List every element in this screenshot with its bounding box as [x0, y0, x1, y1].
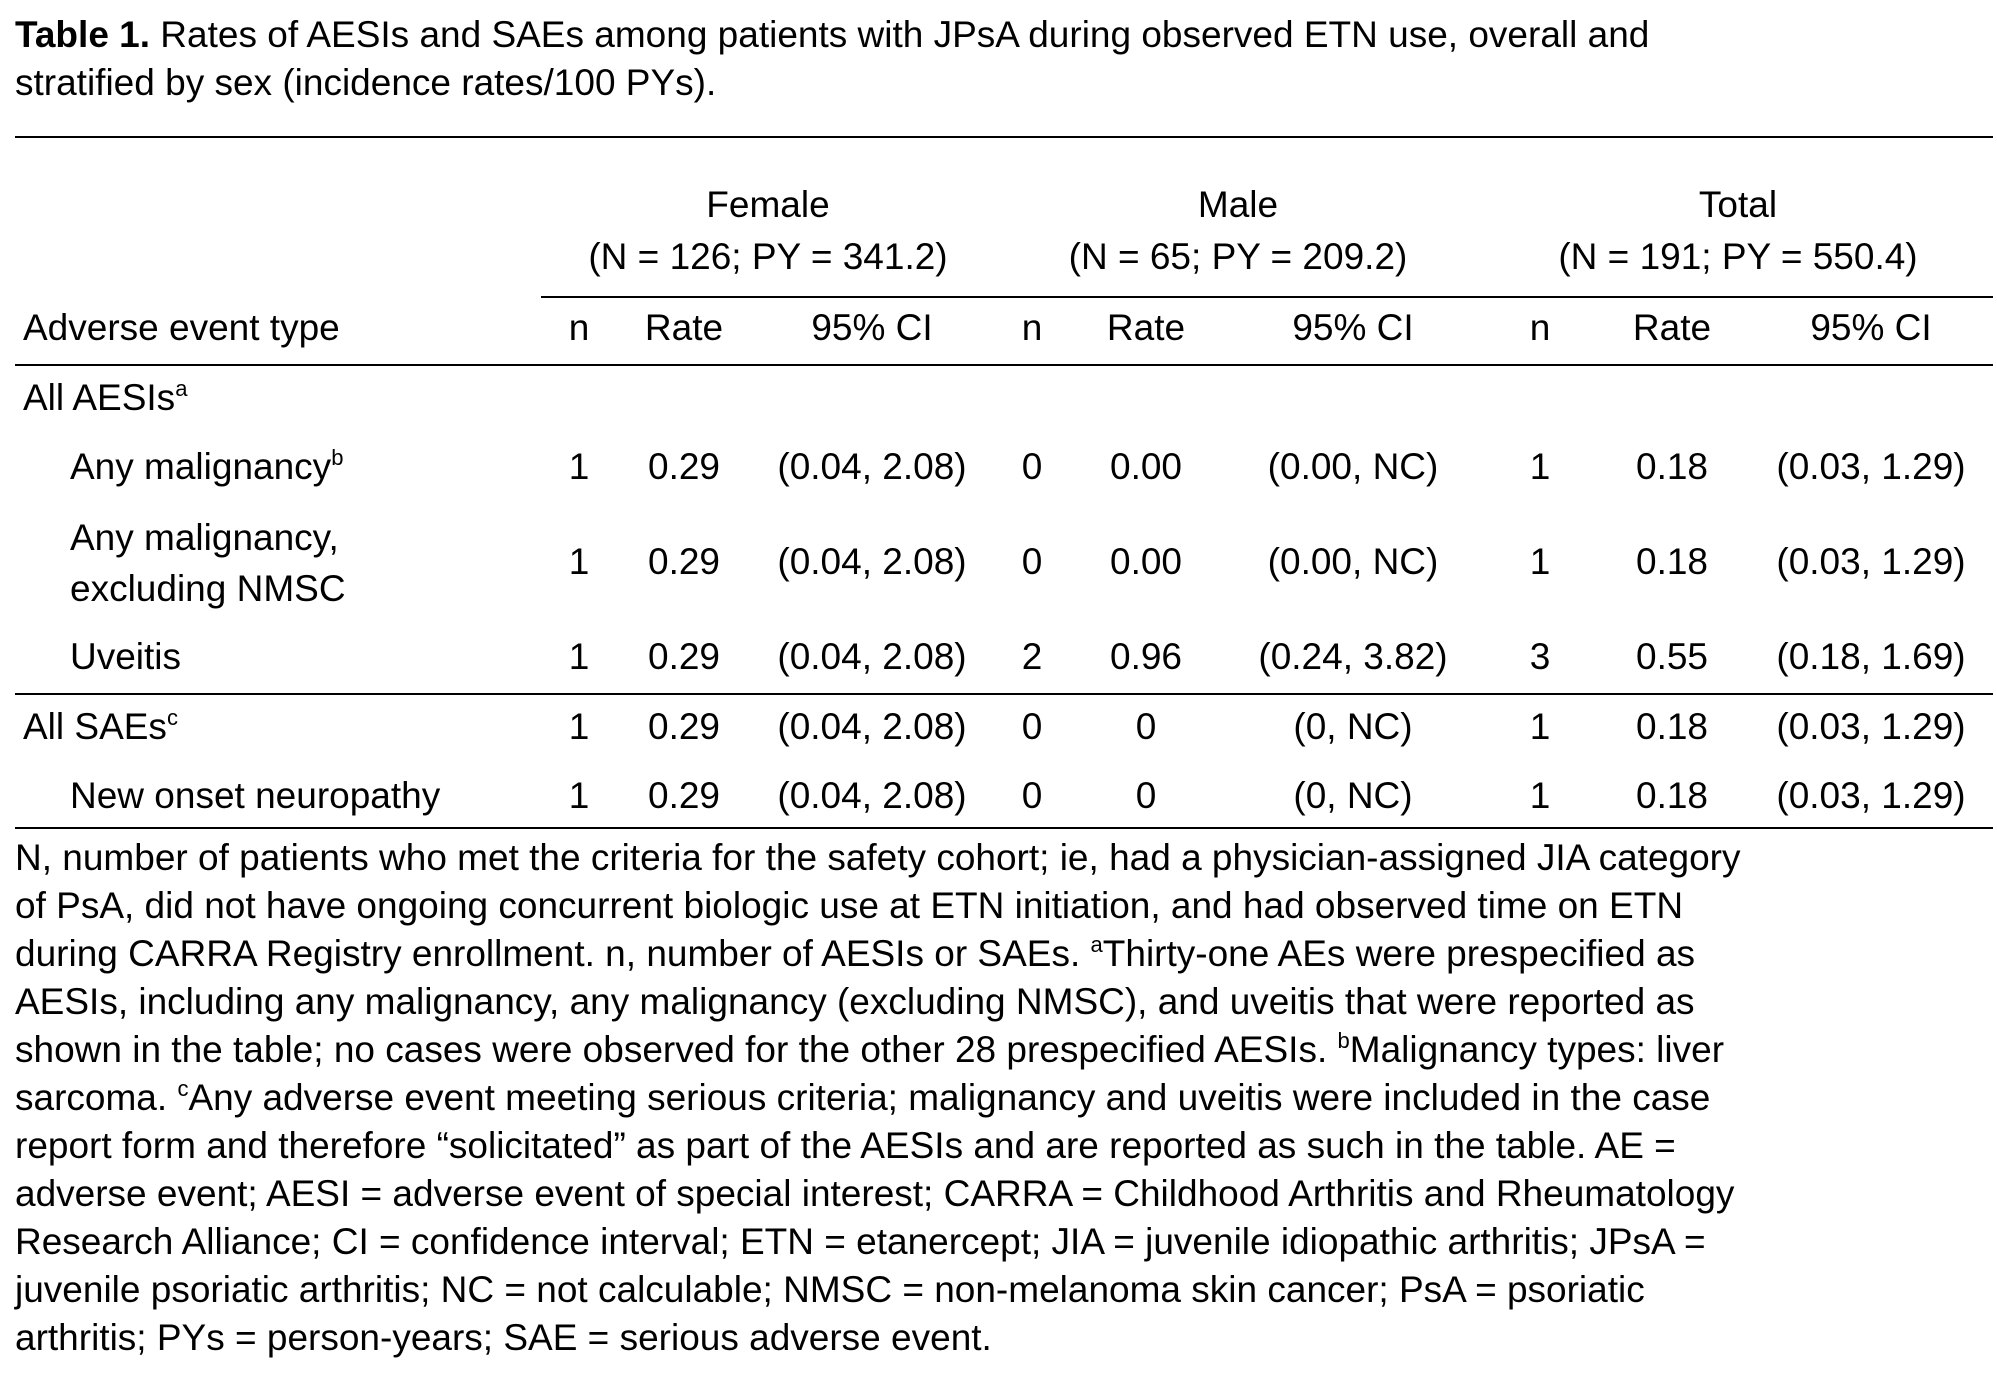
- table-cell: 1: [568, 541, 590, 582]
- row-label: [70, 633, 181, 681]
- footnote-line: [15, 834, 1741, 882]
- row-label: [70, 514, 339, 562]
- footnote-line: [15, 930, 1695, 983]
- column-header: 95% CI: [1292, 307, 1414, 348]
- footnote-text: Thirty-one AEs were prespecified as: [1102, 933, 1696, 974]
- table-cell: 0: [1021, 541, 1043, 582]
- table-cell: 0.29: [647, 636, 721, 677]
- table-cell: 0: [1135, 775, 1157, 816]
- table-cell: (0.24, 3.82): [1258, 636, 1448, 677]
- group-header-rule: [541, 296, 1993, 298]
- table-cell: 0.29: [647, 706, 721, 747]
- footnote-text: shown in the table; no cases were observed for the other 28 prespecified AESIs.: [15, 1029, 1338, 1070]
- table-caption-line-2: stratified by sex (incidence rates/100 PYs).: [15, 62, 717, 103]
- row-label: [70, 443, 343, 496]
- column-header: 95% CI: [1810, 307, 1932, 348]
- table-cell: 1: [1529, 446, 1551, 487]
- column-header: Rate: [1632, 307, 1712, 348]
- group-subheader: (N = 126; PY = 341.2): [588, 236, 948, 277]
- footnote-line: [15, 1266, 1645, 1314]
- table-cell: 0.29: [647, 541, 721, 582]
- table-cell: (0.03, 1.29): [1776, 446, 1966, 487]
- footnote-text: Any adverse event meeting serious criteria; malignancy and uveitis were included in the case: [188, 1077, 1711, 1118]
- table-cell: 0.55: [1635, 636, 1709, 677]
- table-cell: (0.03, 1.29): [1776, 541, 1966, 582]
- table-cell: 3: [1529, 636, 1551, 677]
- row-label: [70, 565, 346, 613]
- footnote-marker: a: [1090, 932, 1103, 957]
- table-cell: 0.29: [647, 446, 721, 487]
- group-header-total: Total: [1698, 184, 1778, 225]
- footnote-text: arthritis; PYs = person-years; SAE = serious adverse event.: [15, 1317, 992, 1358]
- footnote-text: N, number of patients who met the criteria for the safety cohort; ie, had a physician-assigned JIA category: [15, 837, 1741, 878]
- table-cell: 0: [1021, 446, 1043, 487]
- footnote-line: [15, 1218, 1706, 1266]
- row-label-text: All SAEs: [23, 706, 167, 747]
- footnote-text: of PsA, did not have ongoing concurrent biologic use at ETN initiation, and had observed time on ETN: [15, 885, 1684, 926]
- table-cell: (0, NC): [1293, 775, 1413, 816]
- table-cell: (0.00, NC): [1267, 446, 1439, 487]
- footnote-text: Research Alliance; CI = confidence interval; ETN = etanercept; JIA = juvenile idiopathic arthritis; JPsA =: [15, 1221, 1706, 1262]
- table-cell: 0.29: [647, 775, 721, 816]
- footnote-text: AESIs, including any malignancy, any malignancy (excluding NMSC), and uveitis that were reported as: [15, 981, 1695, 1022]
- caption-text: Rates of AESIs and SAEs among patients with JPsA during observed ETN use, overall and: [150, 14, 1650, 55]
- footnote-line: [15, 1026, 1724, 1079]
- table-cell: 1: [1529, 775, 1551, 816]
- row-label-text: excluding NMSC: [70, 568, 346, 609]
- column-header: n: [1021, 307, 1043, 348]
- footnote-marker: b: [331, 445, 344, 470]
- section-rule: [15, 693, 1993, 695]
- table-cell: (0.04, 2.08): [777, 541, 967, 582]
- column-header: Rate: [644, 307, 724, 348]
- table-cell: 1: [568, 446, 590, 487]
- footnote-line: [15, 1314, 992, 1362]
- table-cell: 1: [1529, 706, 1551, 747]
- table-cell: 0: [1021, 706, 1043, 747]
- column-header: Rate: [1106, 307, 1186, 348]
- row-label-text: Uveitis: [70, 636, 182, 677]
- table-cell: 2: [1021, 636, 1043, 677]
- table-cell: 0: [1135, 706, 1157, 747]
- row-label-text: Any malignancy: [70, 446, 332, 487]
- group-subheader: (N = 191; PY = 550.4): [1558, 236, 1918, 277]
- bottom-rule: [15, 827, 1993, 829]
- footnote-text: during CARRA Registry enrollment. n, number of AESIs or SAEs.: [15, 933, 1091, 974]
- footnote-text: juvenile psoriatic arthritis; NC = not calculable; NMSC = non-melanoma skin cancer; PsA = psoriatic: [15, 1269, 1645, 1310]
- table-cell: (0.00, NC): [1267, 541, 1439, 582]
- table-cell: 0.96: [1109, 636, 1183, 677]
- row-label-text: New onset neuropathy: [70, 775, 441, 816]
- row-label: [70, 772, 440, 820]
- table-cell: 0.18: [1635, 446, 1709, 487]
- table-cell: 1: [568, 706, 590, 747]
- row-label: [23, 374, 187, 427]
- table-cell: (0.04, 2.08): [777, 706, 967, 747]
- column-header-event-type: Adverse event type: [23, 307, 340, 348]
- footnote-line: [15, 1170, 1734, 1218]
- footnote-line: [15, 1074, 1710, 1127]
- group-header-male: Male: [1197, 184, 1279, 225]
- table-cell: (0.03, 1.29): [1776, 706, 1966, 747]
- table-cell: 0.18: [1635, 706, 1709, 747]
- column-header: n: [1529, 307, 1551, 348]
- footnote-line: [15, 1122, 1676, 1170]
- table-cell: (0.04, 2.08): [777, 446, 967, 487]
- table-cell: 0.18: [1635, 541, 1709, 582]
- footnote-text: sarcoma.: [15, 1077, 178, 1118]
- footnote-marker: c: [177, 1076, 189, 1101]
- row-label-text: Any malignancy,: [70, 517, 339, 558]
- footnote-text: adverse event; AESI = adverse event of special interest; CARRA = Childhood Arthritis and Rheumatology: [15, 1173, 1735, 1214]
- table-cell: 0.00: [1109, 541, 1183, 582]
- table-label: Table 1.: [15, 14, 151, 55]
- table-cell: (0, NC): [1293, 706, 1413, 747]
- footnote-line: [15, 978, 1695, 1026]
- table-cell: 0.00: [1109, 446, 1183, 487]
- column-header-rule: [15, 364, 1993, 366]
- column-header: 95% CI: [811, 307, 933, 348]
- table-cell: 1: [568, 636, 590, 677]
- table-cell: (0.18, 1.69): [1776, 636, 1966, 677]
- footnote-marker: c: [166, 705, 178, 730]
- top-rule: [15, 136, 1993, 138]
- row-label: [23, 703, 178, 756]
- table-cell: (0.03, 1.29): [1776, 775, 1966, 816]
- table-cell: (0.04, 2.08): [777, 775, 967, 816]
- table-cell: 0.18: [1635, 775, 1709, 816]
- group-header-female: Female: [706, 184, 830, 225]
- table-caption-line-1: [15, 11, 1649, 59]
- footnote-marker: a: [175, 376, 188, 401]
- footnote-text: report form and therefore “solicitated” as part of the AESIs and are reported as such in the table. AE =: [15, 1125, 1676, 1166]
- table-cell: (0.04, 2.08): [777, 636, 967, 677]
- table-cell: 1: [568, 775, 590, 816]
- footnote-line: [15, 882, 1683, 930]
- column-header: n: [568, 307, 590, 348]
- footnote-marker: b: [1337, 1028, 1350, 1053]
- table-cell: 1: [1529, 541, 1551, 582]
- group-subheader: (N = 65; PY = 209.2): [1068, 236, 1408, 277]
- table-cell: 0: [1021, 775, 1043, 816]
- footnote-text: Malignancy types: liver: [1349, 1029, 1725, 1070]
- row-label-text: All AESIs: [23, 377, 176, 418]
